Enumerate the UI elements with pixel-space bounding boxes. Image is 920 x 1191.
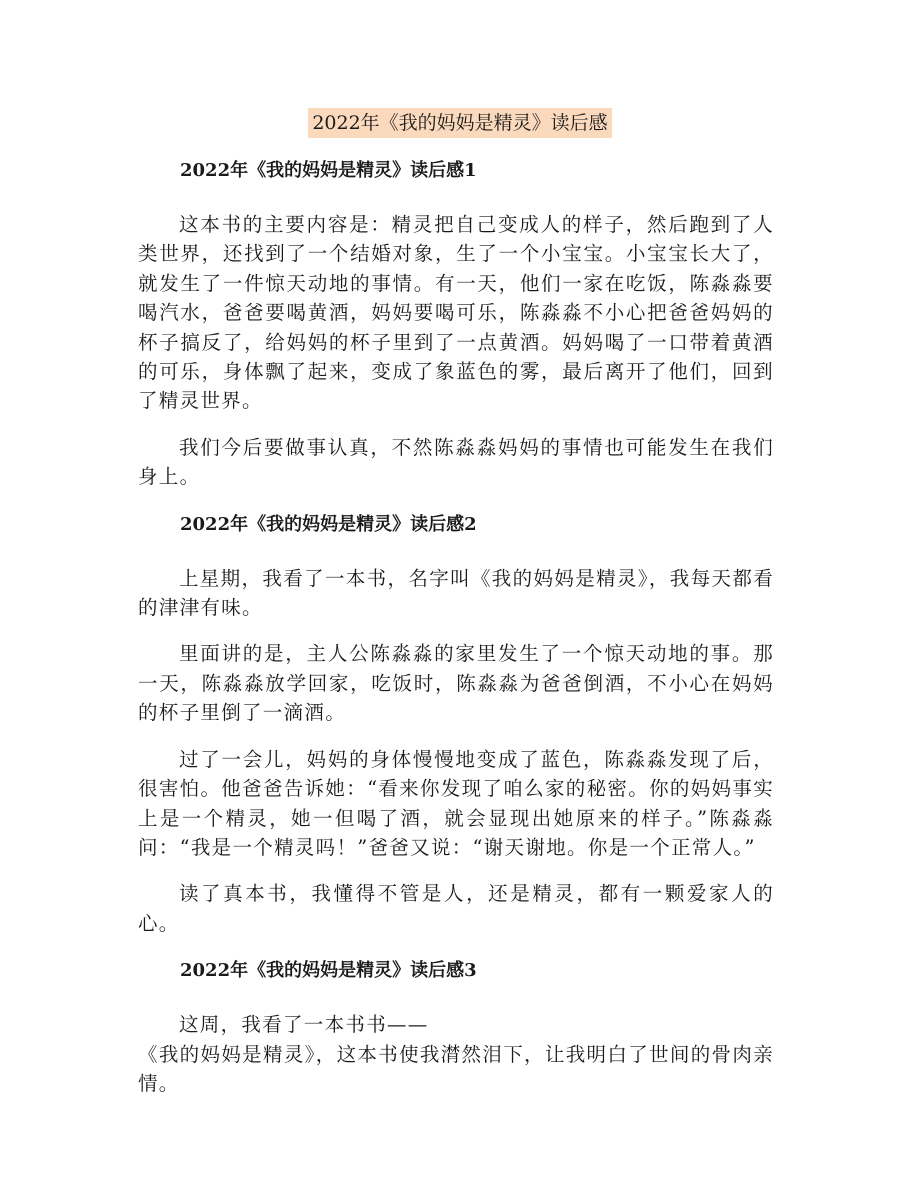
section-1 [138,156,774,492]
document-title-wrapper [0,108,920,138]
paragraph: 上星期，我看了一本书，名字叫《我的妈妈是精灵》，我每天都看的津津有味。 [138,566,774,620]
document-body [138,156,774,1116]
paragraph: 读了真本书，我懂得不管是人，还是精灵，都有一颗爱家人的心。 [138,882,774,935]
paragraph: 我们今后要做事认真，不然陈淼淼妈妈的事情也可能发生在我们身上。 [138,435,774,489]
section-2 [138,510,774,938]
paragraph-line: 这周，我看了一本书书—— [179,1013,429,1037]
paragraph-line: 《我的妈妈是精灵》，这本书使我潸然泪下，让我明白了世间的骨肉亲情。 [138,1042,774,1095]
paragraph: 这本书的主要内容是：精灵把自己变成人的样子，然后跑到了人类世界，还找到了一个结婚对象，生了一个小宝宝。小宝宝长大了，就发生了一件惊天动地的事情。有一天，他们一家在吃饭，陈淼淼要喝汽水，爸爸要喝黄酒，妈妈要喝可乐，陈淼淼不小心把爸爸妈妈的杯子搞反了，给妈妈的杯子里到了一点黄酒。妈妈喝了一口带着黄酒的可乐，身体飘了起来，变成了象蓝色的雾，最后离开了他们，回到了精灵世界。 [138,213,774,413]
section-3 [138,956,774,1098]
paragraph: 里面讲的是，主人公陈淼淼的家里发生了一个惊天动地的事。那一天，陈淼淼放学回家，吃饭时，陈淼淼为爸爸倒酒，不小心在妈妈的杯子里倒了一滴酒。 [138,642,774,725]
paragraph: 过了一会儿，妈妈的身体慢慢地变成了蓝色，陈淼淼发现了后，很害怕。他爸爸告诉她：“看来你发现了咱么家的秘密。你的妈妈事实上是一个精灵，她一但喝了酒，就会显现出她原来的样子。”陈淼淼问：“我是一个精灵吗！”爸爸又说：“谢天谢地。你是一个正常人。” [138,747,774,859]
document-title: 2022年《我的妈妈是精灵》读后感 [308,108,611,138]
section-heading: 2022年《我的妈妈是精灵》读后感1 [180,160,477,181]
paragraph [138,1010,774,1098]
section-heading: 2022年《我的妈妈是精灵》读后感3 [180,960,477,982]
section-heading: 2022年《我的妈妈是精灵》读后感2 [180,513,477,535]
